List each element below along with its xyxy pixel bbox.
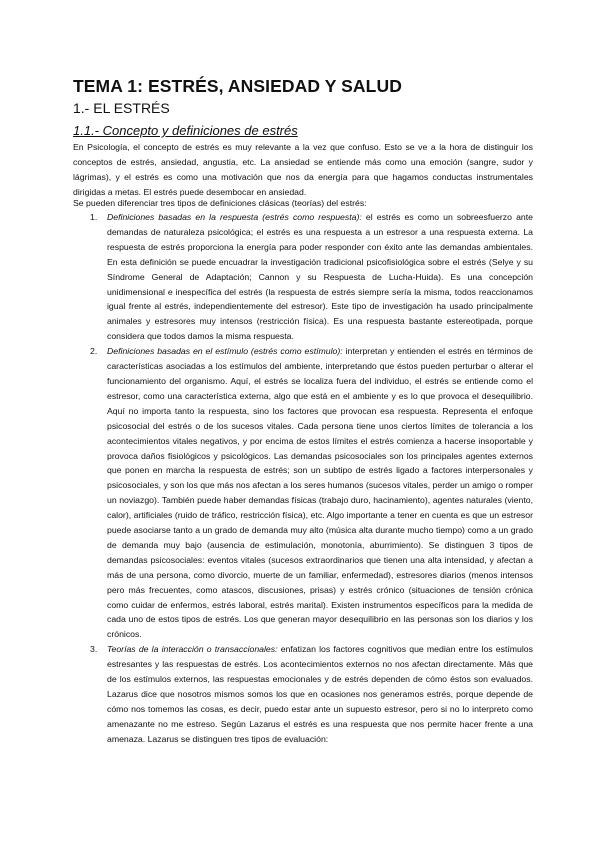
list-item xyxy=(73,642,533,746)
list-item-text: enfatizan los factores cognitivos que median entre los estímulos estresantes y las respuestas de estrés. Los acontecimientos externos no nos afectan directamente. Más que de los estímulos externos, las respuestas emocionales y de estrés dependen de cómo éstos son evaluados. Lazarus dice que nosotros mismos somos los que en ocasiones nos generamos estrés, porque depende de cómo nos tomemos las cosas, es decir, puedo estar ante un supuesto estresor, pero si no lo interpreto como amenazante no me estreso. Según Lazarus el estrés es una respuesta que nos permite hacer frente a una amenaza. Lazarus se distinguen tres tipos de evaluación: xyxy=(107,644,533,744)
definitions-list xyxy=(73,210,533,747)
list-item xyxy=(73,344,533,642)
section-heading: 1.- EL ESTRÉS xyxy=(73,100,170,116)
list-item-heading: Definiciones basadas en el estímulo (estrés como estímulo): xyxy=(107,346,343,357)
list-item-heading: Teorías de la interacción o transaccionales: xyxy=(107,644,278,655)
intro-paragraph: En Psicología, el concepto de estrés es muy relevante a la vez que confuso. Esto se ve a la hora de distinguir los conceptos de estrés, ansiedad, angustia, etc. La ansiedad se entiende más como una emoción (sangre, sudor y lágrimas), y el estrés es como una motivación que nos da energía para que hagamos conductas instrumentales dirigidas a metas. El estrés puede desembocar en ansiedad. xyxy=(73,142,533,197)
list-item-number: 1. xyxy=(90,212,98,222)
subsection-heading: 1.1.- Concepto y definiciones de estrés xyxy=(73,123,298,138)
list-item-number: 3. xyxy=(90,644,98,655)
document-title: TEMA 1: ESTRÉS, ANSIEDAD Y SALUD xyxy=(73,76,402,96)
list-item-text: interpretan y entienden el estrés en términos de características asociadas a los estímulos del ambiente, interpretando que éstos pueden perturbar o alterar el funcionamiento del organismo. Aquí, el estrés se localiza fuera del individuo, el estrés se entiende como el estresor, como una característica externa, algo que está en el ambiente y es lo que provoca el desequilibrio. Aquí no importa tanto la respuesta, sino los factores que provocan esa respuesta. Representa el enfoque psicosocial del estrés o de los sucesos vitales. Cada persona tiene unos ciertos límites de tolerancia a los acontecimientos vitales negativos, y por encima de estos límites el estrés comienza a hacerse insoportable y provoca daños fisiológicos y psicológicos. Las demandas psicosociales son los principales agentes externos que ponen en marcha la respuesta de estrés; son un subtipo de estrés ligado a factores interpersonales y psicosociales, y son los que más nos afectan a los seres humanos (sucesos vitales, perder un amigo o romper un noviazgo). También puede haber demandas físicas (trabajo duro, hacinamiento), agentes naturales (viento, calor), artificiales (ruido de tráfico, restricción física), etc. Algo importante a tener en cuenta es que un estresor puede asociarse tanto a un grado de demanda muy alto (música alta durante mucho tiempo) como a un grado de demanda muy bajo (ausencia de estimulación, monotonía, aburrimiento). Se distinguen 3 tipos de demandas psicosociales: eventos vitales (sucesos extraordinarios que tienen una alta intensidad, y afectan a más de una persona, como divorcio, muerte de un familiar, enfermedad), estresores diarios (menos intensos pero más frecuentes, como atascos, discusiones, prisas) y estrés crónico (situaciones de tensión crónica como cuidar de enfermos, estrés laboral, estrés marital). Existen instrumentos específicos para la medida de cada uno de estos tipos de estrés. Los que generan mayor desequilibrio en las personas son los diarios y los crónicos. xyxy=(107,346,533,640)
list-item-heading: Definiciones basadas en la respuesta (estrés como respuesta): xyxy=(107,212,362,222)
list-item-text: el estrés es como un sobreesfuerzo ante demandas de naturaleza psicológica; el estrés es una respuesta a un estresor a una respuesta externa. La respuesta de estrés proporciona la energía para poder responder con éxito ante las demandas ambientales. En esta definición se puede encuadrar la investigación tradicional psicofisiológica sobre el estrés (Selye y su Síndrome General de Adaptación; Cannon y su Respuesta de Lucha-Huida). Es una concepción unidimensional e inespecífica del estrés (la respuesta de estrés siempre sería la misma, todos reaccionamos igual frente al estrés, independientemente del estresor). Este tipo de investigación ha usado principalmente animales y estresores muy intensos (restricción física). Es una respuesta bastante estereotipada, porque considera que todos damos la misma respuesta. xyxy=(107,212,533,342)
definitions-intro: Se pueden diferenciar tres tipos de definiciones clásicas (teorías) del estrés: xyxy=(73,198,367,208)
list-item-number: 2. xyxy=(90,346,98,357)
list-item xyxy=(73,210,533,344)
